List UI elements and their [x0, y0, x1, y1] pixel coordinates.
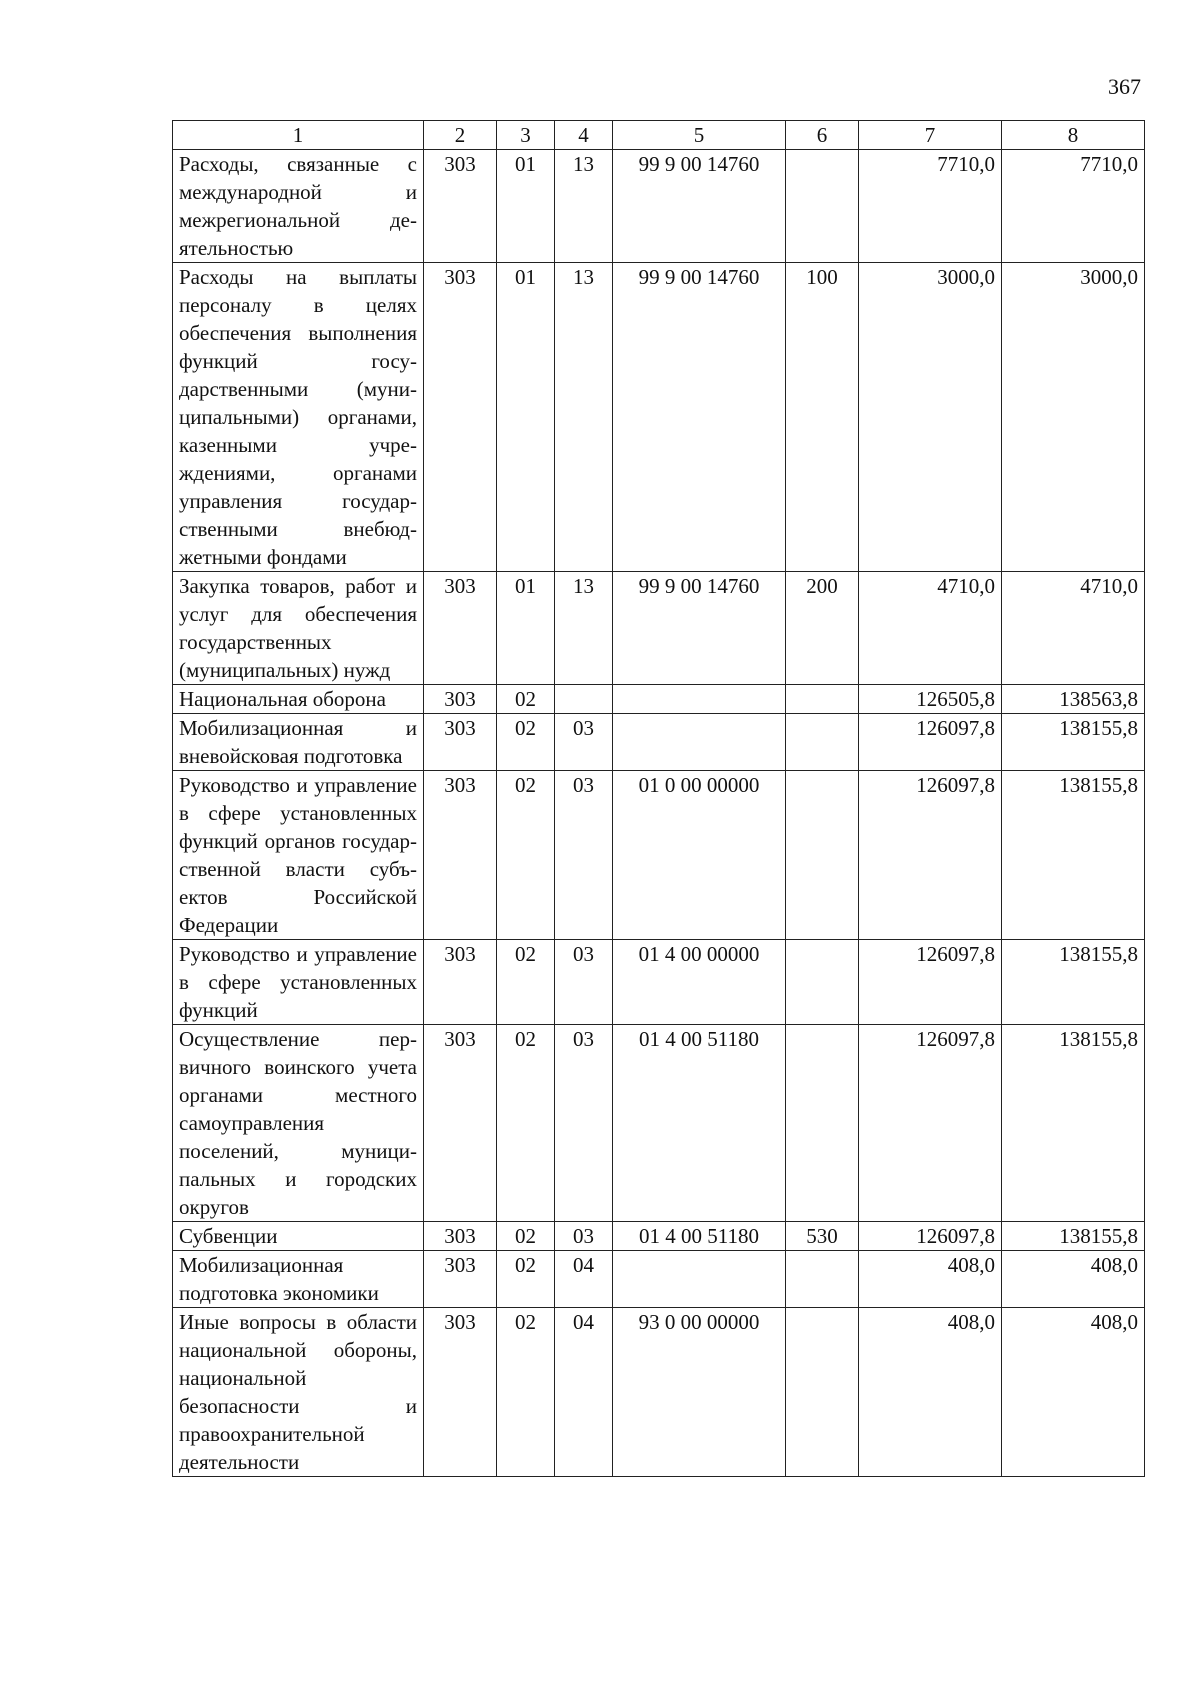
expense-name: Расходы на выплаты персоналу в целях обеспечения выполнения функций государственными (муниципальными) органами, казенными учреждениями, органами управления государственными внебюджетными фондами — [173, 263, 424, 572]
ministry-code: 303 — [424, 1222, 497, 1251]
amount-col-7: 126505,8 — [859, 685, 1002, 714]
header-cell-7: 7 — [859, 121, 1002, 150]
table-row — [173, 1222, 1145, 1251]
target-article-code — [613, 1251, 786, 1308]
ministry-code: 303 — [424, 150, 497, 263]
target-article-code: 93 0 00 00000 — [613, 1308, 786, 1477]
ministry-code: 303 — [424, 685, 497, 714]
ministry-code: 303 — [424, 572, 497, 685]
subsection-code — [555, 685, 613, 714]
expense-type-code — [786, 1308, 859, 1477]
expense-name: Руководство и управление в сфере установленных функций органов государственной власти субъектов Российской Федерации — [173, 771, 424, 940]
subsection-code: 04 — [555, 1308, 613, 1477]
amount-col-8: 4710,0 — [1002, 572, 1145, 685]
target-article-code: 01 4 00 51180 — [613, 1222, 786, 1251]
header-cell-8: 8 — [1002, 121, 1145, 150]
ministry-code: 303 — [424, 714, 497, 771]
subsection-code: 03 — [555, 940, 613, 1025]
expense-name: Национальная оборона — [173, 685, 424, 714]
subsection-code: 13 — [555, 150, 613, 263]
target-article-code — [613, 685, 786, 714]
amount-col-7: 126097,8 — [859, 1222, 1002, 1251]
header-cell-5: 5 — [613, 121, 786, 150]
page-number: 367 — [1108, 74, 1141, 99]
subsection-code: 13 — [555, 263, 613, 572]
ministry-code: 303 — [424, 1308, 497, 1477]
subsection-code: 03 — [555, 714, 613, 771]
section-code: 01 — [497, 572, 555, 685]
expense-name: Осуществление первичного воинского учета органами местного самоуправления поселений, муниципальных и городских округов — [173, 1025, 424, 1222]
expense-name: Руководство и управление в сфере установленных функций — [173, 940, 424, 1025]
expense-name: Закупка товаров, работ и услуг для обеспечения государственных (муниципальных) нужд — [173, 572, 424, 685]
expense-name: Субвенции — [173, 1222, 424, 1251]
expense-type-code — [786, 685, 859, 714]
amount-col-7: 408,0 — [859, 1308, 1002, 1477]
section-code: 02 — [497, 771, 555, 940]
header-cell-1: 1 — [173, 121, 424, 150]
table-row — [173, 685, 1145, 714]
amount-col-8: 408,0 — [1002, 1251, 1145, 1308]
header-row — [173, 121, 1145, 150]
subsection-code: 03 — [555, 1025, 613, 1222]
ministry-code: 303 — [424, 940, 497, 1025]
section-code: 02 — [497, 1025, 555, 1222]
target-article-code: 01 4 00 00000 — [613, 940, 786, 1025]
amount-col-7: 126097,8 — [859, 771, 1002, 940]
amount-col-8: 138563,8 — [1002, 685, 1145, 714]
expense-type-code — [786, 940, 859, 1025]
expense-name: Мобилизационная и вневойсковая подготовка — [173, 714, 424, 771]
amount-col-8: 138155,8 — [1002, 1222, 1145, 1251]
section-code: 02 — [497, 1251, 555, 1308]
amount-col-8: 408,0 — [1002, 1308, 1145, 1477]
expense-type-code — [786, 714, 859, 771]
amount-col-8: 138155,8 — [1002, 940, 1145, 1025]
section-code: 01 — [497, 150, 555, 263]
table-row — [173, 1251, 1145, 1308]
target-article-code: 99 9 00 14760 — [613, 150, 786, 263]
amount-col-7: 126097,8 — [859, 940, 1002, 1025]
ministry-code: 303 — [424, 771, 497, 940]
amount-col-8: 3000,0 — [1002, 263, 1145, 572]
ministry-code: 303 — [424, 1025, 497, 1222]
amount-col-8: 138155,8 — [1002, 1025, 1145, 1222]
table-row — [173, 572, 1145, 685]
target-article-code: 99 9 00 14760 — [613, 263, 786, 572]
header-cell-6: 6 — [786, 121, 859, 150]
table-row — [173, 150, 1145, 263]
expense-type-code — [786, 1025, 859, 1222]
table-row — [173, 1308, 1145, 1477]
subsection-code: 03 — [555, 771, 613, 940]
section-code: 01 — [497, 263, 555, 572]
table-row — [173, 1025, 1145, 1222]
amount-col-8: 138155,8 — [1002, 714, 1145, 771]
header-cell-2: 2 — [424, 121, 497, 150]
amount-col-7: 126097,8 — [859, 1025, 1002, 1222]
table-row — [173, 714, 1145, 771]
amount-col-8: 7710,0 — [1002, 150, 1145, 263]
amount-col-7: 4710,0 — [859, 572, 1002, 685]
target-article-code: 99 9 00 14760 — [613, 572, 786, 685]
ministry-code: 303 — [424, 1251, 497, 1308]
expense-type-code: 200 — [786, 572, 859, 685]
amount-col-7: 126097,8 — [859, 714, 1002, 771]
expense-name: Расходы, связанные с международной и межрегиональной деятельностью — [173, 150, 424, 263]
table-row — [173, 940, 1145, 1025]
section-code: 02 — [497, 685, 555, 714]
table-row — [173, 771, 1145, 940]
subsection-code: 03 — [555, 1222, 613, 1251]
header-cell-4: 4 — [555, 121, 613, 150]
expense-name: Иные вопросы в области национальной обороны, национальной безопасности и правоохранительной деятельности — [173, 1308, 424, 1477]
amount-col-7: 3000,0 — [859, 263, 1002, 572]
expense-name: Мобилизационная подготовка экономики — [173, 1251, 424, 1308]
expense-type-code: 100 — [786, 263, 859, 572]
subsection-code: 04 — [555, 1251, 613, 1308]
amount-col-7: 7710,0 — [859, 150, 1002, 263]
budget-table — [172, 120, 1145, 1477]
section-code: 02 — [497, 1222, 555, 1251]
section-code: 02 — [497, 1308, 555, 1477]
expense-type-code — [786, 1251, 859, 1308]
target-article-code: 01 4 00 51180 — [613, 1025, 786, 1222]
subsection-code: 13 — [555, 572, 613, 685]
table-row — [173, 263, 1145, 572]
section-code: 02 — [497, 940, 555, 1025]
amount-col-8: 138155,8 — [1002, 771, 1145, 940]
header-cell-3: 3 — [497, 121, 555, 150]
ministry-code: 303 — [424, 263, 497, 572]
amount-col-7: 408,0 — [859, 1251, 1002, 1308]
expense-type-code — [786, 771, 859, 940]
expense-type-code — [786, 150, 859, 263]
target-article-code: 01 0 00 00000 — [613, 771, 786, 940]
section-code: 02 — [497, 714, 555, 771]
target-article-code — [613, 714, 786, 771]
expense-type-code: 530 — [786, 1222, 859, 1251]
